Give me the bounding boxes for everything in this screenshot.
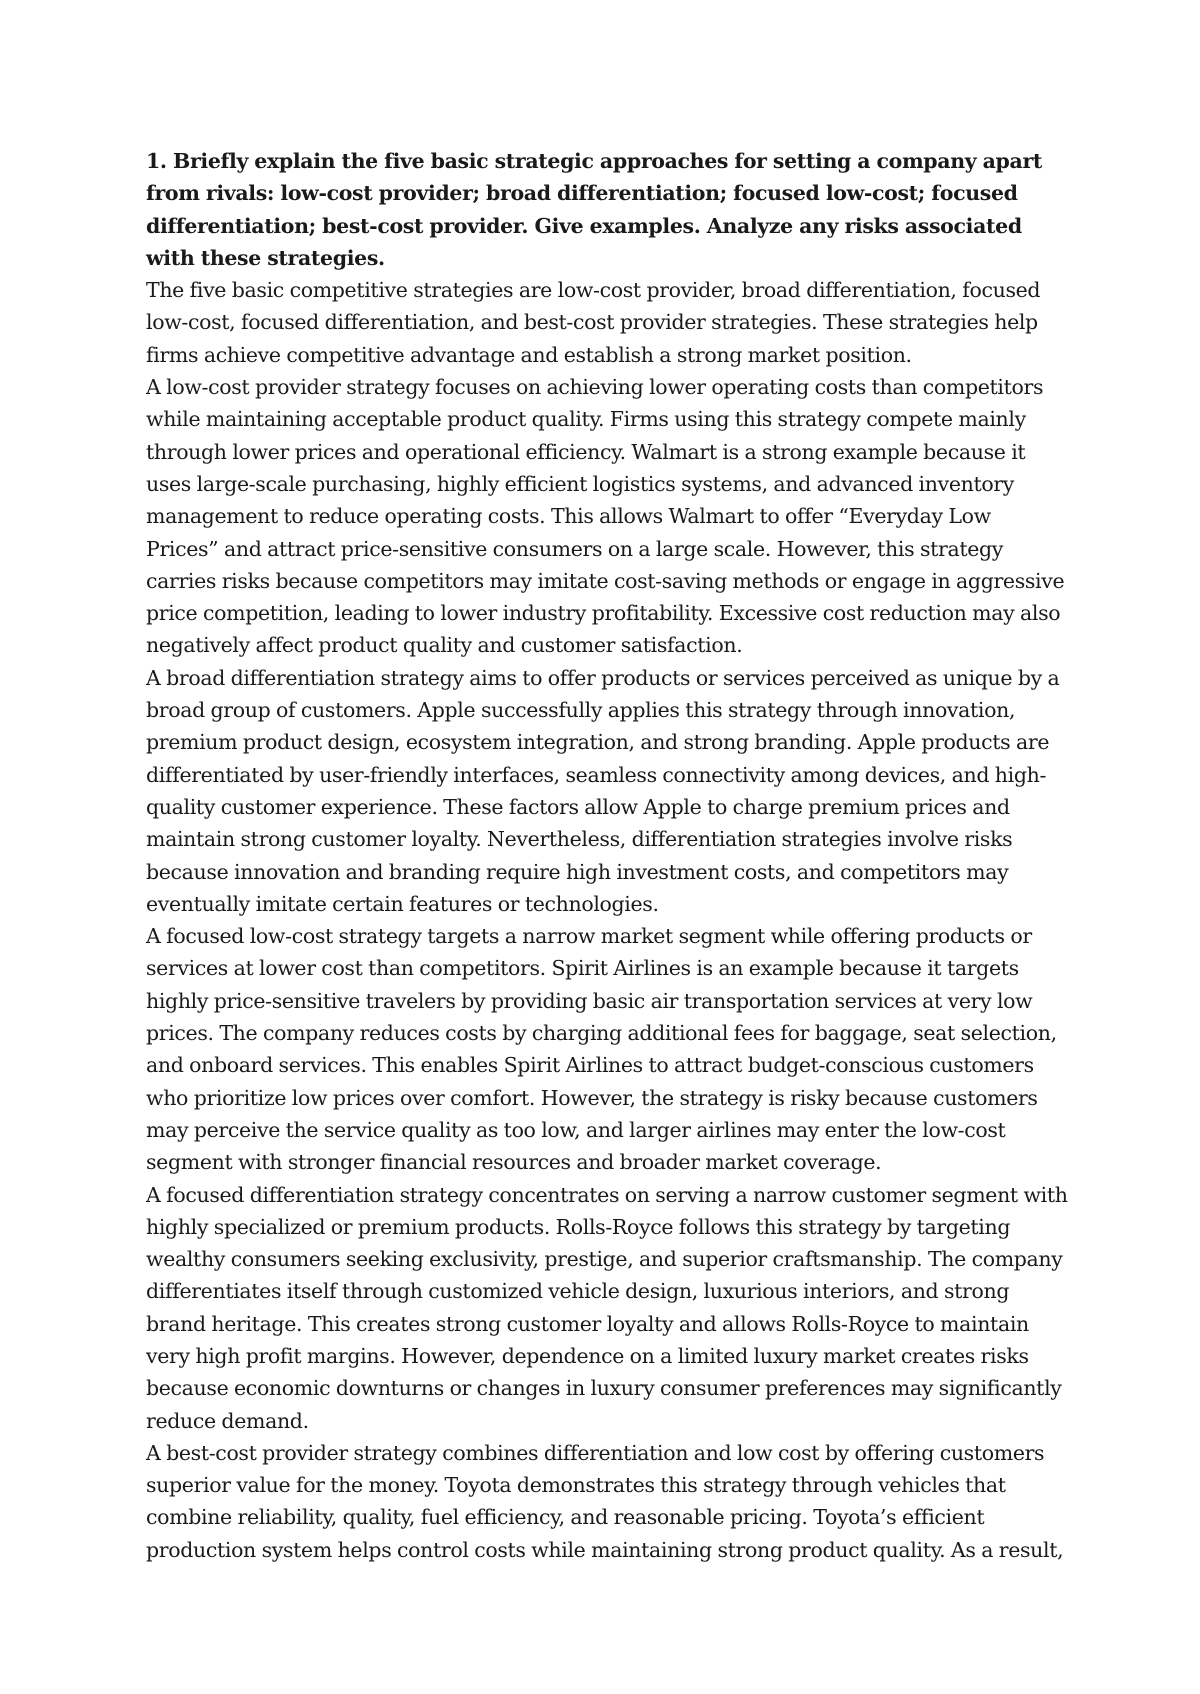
paragraph-focused-low-cost: A focused low-cost strategy targets a narrow market segment while offering products or services at lower cost than competitors. Spirit Airlines is an example because it targets highly price-sensitive travelers by providing basic air transportation services at very low prices. The company reduces costs by charging additional fees for baggage, seat selection, and onboard services. This enables Spirit Airlines to attract budget-conscious customers who prioritize low prices over comfort. However, the strategy is risky because customers may perceive the service quality as too low, and larger airlines may enter the low-cost segment with stronger financial resources and broader market coverage. bbox=[146, 924, 1057, 1175]
paragraph-low-cost-provider: A low-cost provider strategy focuses on achieving lower operating costs than competitors while maintaining acceptable product quality. Firms using this strategy compete mainly through lower prices and operational efficiency. Walmart is a strong example because it uses large-scale purchasing, highly efficient logistics systems, and advanced inventory management to reduce operating costs. This allows Walmart to offer “Everyday Low Prices” and attract price-sensitive consumers on a large scale. However, this strategy carries risks because competitors may imitate cost-saving methods or engage in aggressive price competition, leading to lower industry profitability. Excessive cost reduction may also negatively affect product quality and customer satisfaction. bbox=[146, 375, 1065, 658]
paragraph-best-cost-provider: A best-cost provider strategy combines differentiation and low cost by offering customers superior value for the money. Toyota demonstrates this strategy through vehicles that combine reliability, quality, fuel efficiency, and reasonable pricing. Toyota’s efficient production system helps control costs while maintaining strong product quality. As a result, bbox=[146, 1440, 1064, 1562]
paragraph-broad-differentiation: A broad differentiation strategy aims to offer products or services perceived as unique by a broad group of customers. Apple successfully applies this strategy through innovation, premium product design, ecosystem integration, and strong branding. Apple products are differentiated by user-friendly interfaces, seamless connectivity among devices, and high-quality customer experience. These factors allow Apple to charge premium prices and maintain strong customer loyalty. Nevertheless, differentiation strategies involve risks because innovation and branding require high investment costs, and competitors may eventually imitate certain features or technologies. bbox=[146, 665, 1060, 916]
paragraph-intro: The five basic competitive strategies are low-cost provider, broad differentiation, focused low-cost, focused differentiation, and best-cost provider strategies. These strategies help firms achieve competitive advantage and establish a strong market position. bbox=[146, 278, 1041, 367]
paragraph-focused-differentiation: A focused differentiation strategy concentrates on serving a narrow customer segment with highly specialized or premium products. Rolls-Royce follows this strategy by targeting wealthy consumers seeking exclusivity, prestige, and superior craftsmanship. The company differentiates itself through customized vehicle design, luxurious interiors, and strong brand heritage. This creates strong customer loyalty and allows Rolls-Royce to maintain very high profit margins. However, dependence on a limited luxury market creates risks because economic downturns or changes in luxury consumer preferences may significantly reduce demand. bbox=[146, 1182, 1068, 1433]
question-heading: 1. Briefly explain the five basic strategic approaches for setting a company apart from rivals: low-cost provider; broad differentiation; focused low-cost; focused differentiation; best-cost provider. Give examples. Analyze any risks associated with these strategies. bbox=[146, 149, 1043, 270]
document-body bbox=[146, 145, 1068, 1566]
